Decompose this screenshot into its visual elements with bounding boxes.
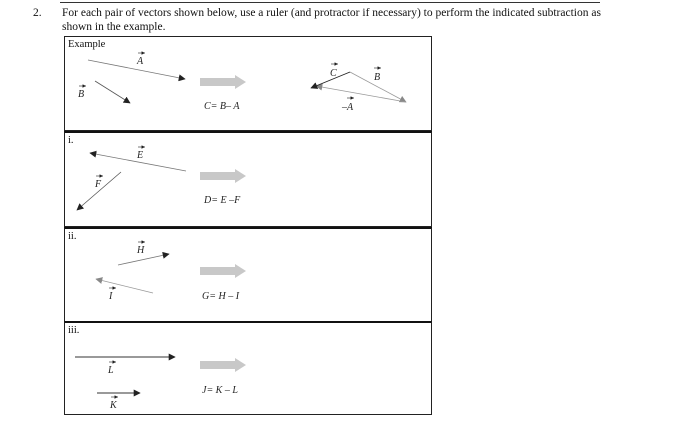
vector-B-label: B	[78, 89, 85, 100]
equals-arrow-icon	[200, 264, 246, 278]
equals-arrow-icon	[200, 358, 246, 372]
vector-H-label: H	[137, 245, 145, 256]
question-number: 2.	[33, 7, 42, 19]
answer-B-label: B	[374, 72, 381, 83]
equation-ii: G= H – I	[202, 291, 240, 302]
vector-F-label: F	[95, 179, 102, 190]
panel-label: Example	[68, 39, 106, 50]
vector-E-label: E	[137, 150, 144, 161]
vector-F-arrow	[77, 172, 121, 210]
equals-arrow-icon	[200, 169, 246, 183]
equation-i: D= E –F	[204, 195, 241, 206]
equals-arrow-icon	[200, 75, 246, 89]
panel-label: ii.	[68, 231, 77, 242]
panel-label: iii.	[68, 325, 80, 336]
equation-iii: J= K – L	[202, 385, 238, 396]
vector-L-label: L	[108, 365, 114, 376]
vector-I-label: I	[109, 291, 113, 302]
answer-minus-A-arrow	[316, 86, 406, 102]
equation-example: C= B– A	[204, 101, 240, 112]
answer-C-label: C	[330, 68, 337, 79]
vector-K-label: K	[110, 400, 117, 411]
vector-B-arrow	[95, 81, 130, 103]
vector-I-arrow	[96, 279, 153, 293]
panel-label: i.	[68, 135, 74, 146]
question-text: For each pair of vectors shown below, use a ruler (and protractor if necessary) to perform the indicated subtraction as shown in the example.	[62, 7, 601, 33]
vector-A-label: A	[137, 56, 144, 67]
answer-minus-A-label: –A	[342, 102, 354, 113]
